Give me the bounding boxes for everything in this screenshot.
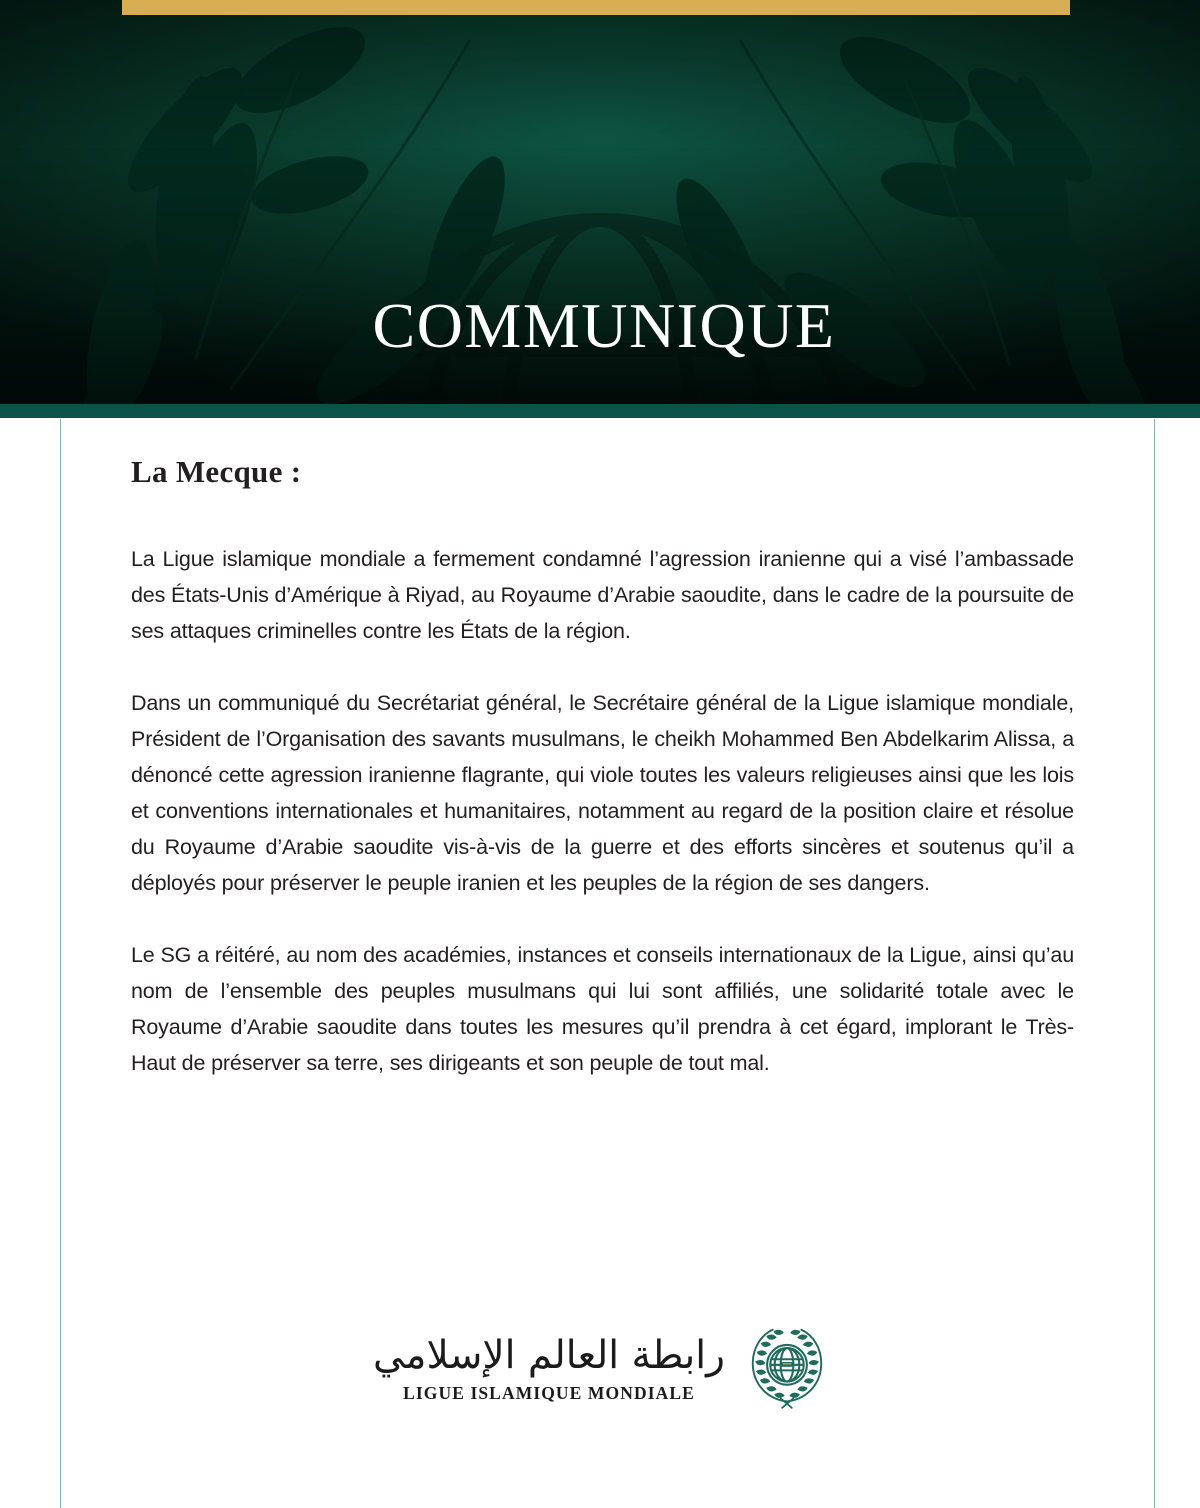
logo-arabic-text: رابطة العالم الإسلامي xyxy=(373,1333,725,1379)
header-banner xyxy=(0,0,1200,418)
page-title: COMMUNIQUE xyxy=(372,290,836,361)
gold-accent-bar xyxy=(122,0,1070,15)
logo-wordmark xyxy=(373,1332,725,1404)
footer-logo xyxy=(0,1325,1200,1411)
paragraph-2: Dans un communiqué du Secrétariat général, le Secrétaire général de la Ligue islamique mondiale, Président de l’Organisation des savants musulmans, le cheikh Mohammed Ben Abdelkarim Alissa, a dénoncé cette agression iranienne flagrante, qui viole toutes les valeurs religieuses ainsi que les lois et conventions internationales et humanitaires, notamment au regard de la position claire et résolue du Royaume d’Arabie saoudite vis-à-vis de la guerre et des efforts sincères et soutenus qu’il a déployés pour préserver le peuple iranien et les peuples de la région de ses dangers. xyxy=(131,691,1074,896)
paragraph-3: Le SG a réitéré, au nom des académies, instances et conseils internationaux de la Ligue, ainsi qu’au nom de l’ensemble des peuples musulmans qui lui sont affiliés, une solidarité totale avec le Royaume d’Arabie saoudite dans toutes les mesures qu’il prendra à cet égard, implorant le Très-Haut de préserver sa terre, ses dirigeants et son peuple de tout mal. xyxy=(131,943,1074,1076)
teal-divider-band xyxy=(0,404,1200,418)
dateline: La Mecque : xyxy=(131,454,302,489)
logo-latin-text: LIGUE ISLAMIQUE MONDIALE xyxy=(403,1382,695,1403)
paragraph-1: La Ligue islamique mondiale a fermement condamné l’agression iranienne qui a visé l’ambassade des États-Unis d’Amérique à Riyad, au Royaume d’Arabie saoudite, dans le cadre de la poursuite de ses attaques criminelles contre les États de la région. xyxy=(131,547,1074,644)
globe-laurel-wreath-icon xyxy=(747,1325,827,1411)
article-body xyxy=(131,455,1074,1081)
